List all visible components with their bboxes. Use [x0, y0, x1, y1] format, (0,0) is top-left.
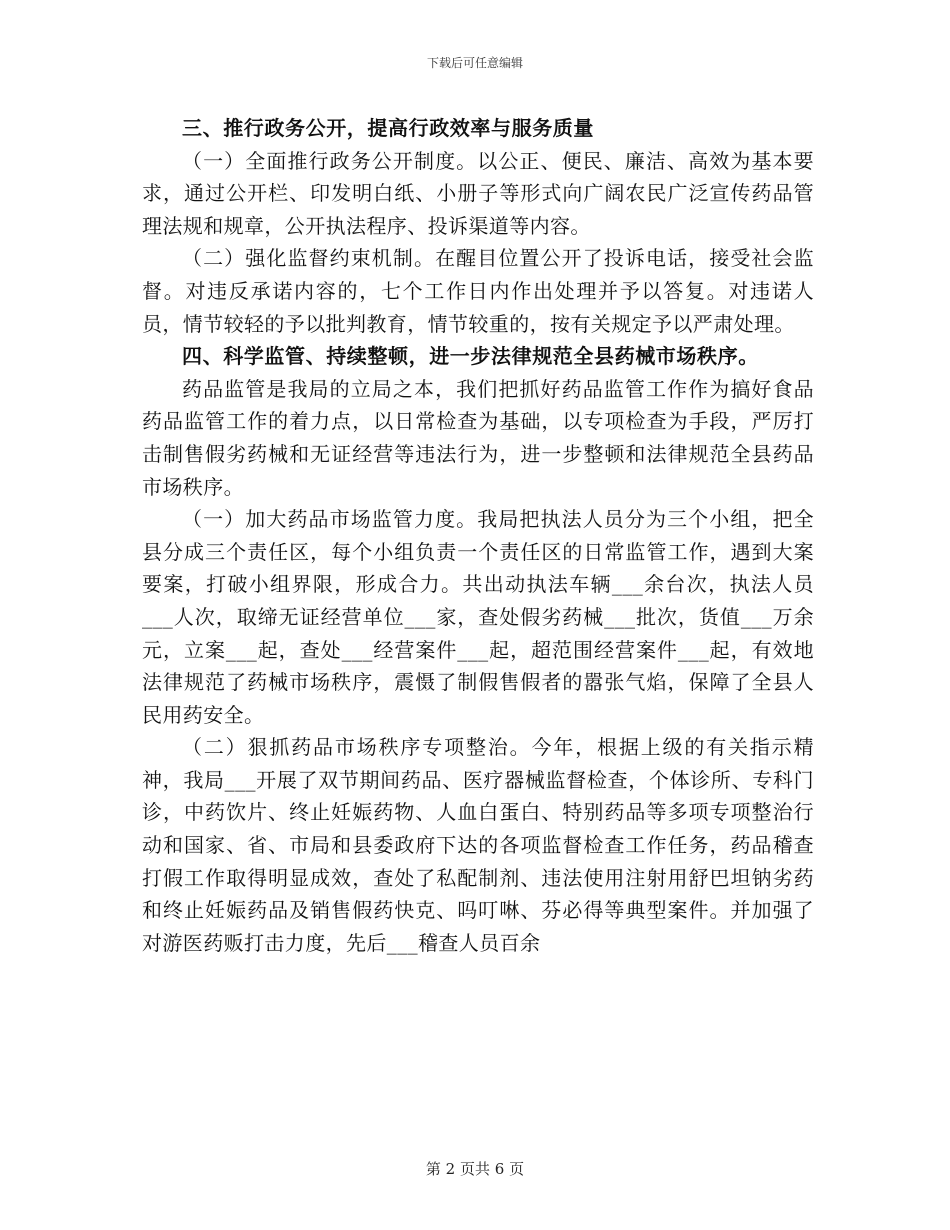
paragraph-4-2: （二）狠抓药品市场秩序专项整治。今年，根据上级的有关指示精神，我局___开展了双节期间药品、医疗器械监督检查，个体诊所、专科门诊，中药饮片、终止妊娠药物、人血白蛋白、特别药品等多项专项整治行动和国家、省、市局和县委政府下达的各项监督检查工作任务，药品稽查打假工作取得明显成效，查处了私配制剂、违法使用注射用舒巴坦钠劣药和终止妊娠药品及销售假药快克、吗叮啉、芬必得等典型案件。并加强了对游医药贩打击力度，先后___稽查人员百余 — [142, 735, 814, 955]
document-body — [142, 112, 814, 959]
paragraph-3-2: （二）强化监督约束机制。在醒目位置公开了投诉电话，接受社会监督。对违反承诺内容的，七个工作日内作出处理并予以答复。对违诺人员，情节较轻的予以批判教育，情节较重的，按有关规定予以严肃处理。 — [142, 246, 814, 336]
paragraph-4-1: （一）加大药品市场监管力度。我局把执法人员分为三个小组，把全县分成三个责任区，每个小组负责一个责任区的日常监管工作，遇到大案要案，打破小组界限，形成合力。共出动执法车辆___余台次，执法人员___人次，取缔无证经营单位___家，查处假劣药械___批次，货值___万余元，立案___起，查处___经营案件___起，超范围经营案件___起，有效地法律规范了药械市场秩序，震慑了制假售假者的嚣张气焰，保障了全县人民用药安全。 — [142, 507, 814, 727]
section-heading-3: 三、推行政务公开，提高行政效率与服务质量 — [182, 116, 594, 140]
page-header: 下载后可任意编辑 — [426, 56, 523, 70]
paragraph-3-1: （一）全面推行政务公开制度。以公正、便民、廉洁、高效为基本要求，通过公开栏、印发明白纸、小册子等形式向广阔农民广泛宣传药品管理法规和规章，公开执法程序、投诉渠道等内容。 — [142, 148, 814, 238]
section-heading-4: 四、科学监管、持续整顿，进一步法律规范全县药械市场秩序。 — [182, 344, 759, 369]
paragraph-4-intro: 药品监管是我局的立局之本，我们把抓好药品监管工作作为搞好食品药品监管工作的着力点，以日常检查为基础，以专项检查为手段，严厉打击制售假劣药械和无证经营等违法行为，进一步整顿和法律规范全县药品市场秩序。 — [142, 376, 814, 499]
page-footer: 第 2 页共 6 页 — [425, 1160, 525, 1178]
